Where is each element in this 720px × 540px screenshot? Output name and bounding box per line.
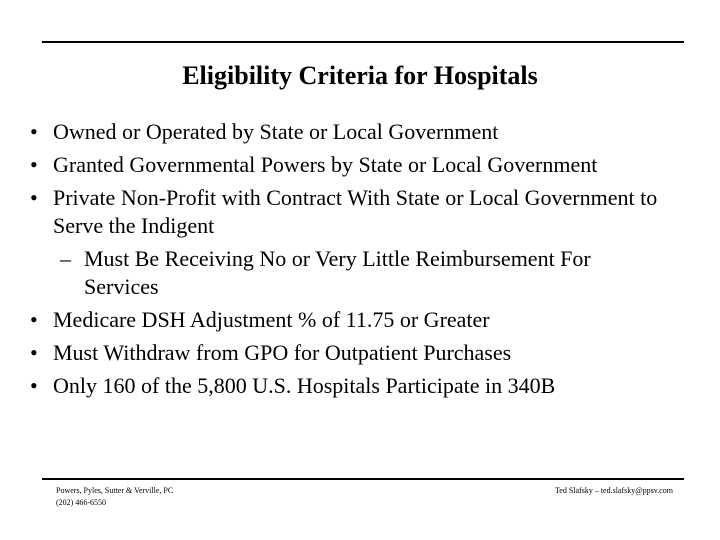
bullet-marker: •	[30, 340, 38, 365]
footer-firm: Powers, Pyles, Sutter & Verville, PC	[56, 486, 174, 495]
bullet-marker: •	[30, 185, 38, 210]
bullet-item	[28, 306, 668, 334]
bullet-marker: •	[30, 307, 38, 332]
bullet-list	[28, 118, 668, 405]
slide-title: Eligibility Criteria for Hospitals	[182, 61, 538, 90]
bullet-marker: •	[30, 373, 38, 398]
sub-bullet-text: Must Be Receiving No or Very Little Reimbursement For Services	[84, 246, 591, 299]
bullet-item	[28, 372, 668, 400]
bullet-marker: •	[30, 152, 38, 177]
bullet-item	[28, 151, 668, 179]
footer-contact: Ted Slafsky – ted.slafsky@ppsv.com	[554, 486, 673, 495]
bullet-item	[28, 339, 668, 367]
bottom-divider	[42, 478, 684, 480]
footer-phone: (202) 466-6550	[56, 498, 106, 507]
bullet-text: Only 160 of the 5,800 U.S. Hospitals Participate in 340B	[53, 373, 556, 398]
bullet-item	[28, 118, 668, 146]
sub-bullet-item	[28, 245, 668, 301]
bullet-item	[28, 184, 668, 240]
bullet-text: Must Withdraw from GPO for Outpatient Purchases	[53, 340, 512, 365]
top-divider	[42, 41, 684, 43]
bullet-text: Owned or Operated by State or Local Government	[53, 119, 499, 144]
bullet-text: Granted Governmental Powers by State or Local Government	[53, 152, 598, 177]
bullet-text: Private Non-Profit with Contract With State or Local Government to Serve the Indigent	[53, 185, 658, 238]
bullet-marker: •	[30, 119, 38, 144]
sub-bullet-marker: –	[60, 246, 71, 271]
bullet-text: Medicare DSH Adjustment % of 11.75 or Greater	[53, 307, 490, 332]
